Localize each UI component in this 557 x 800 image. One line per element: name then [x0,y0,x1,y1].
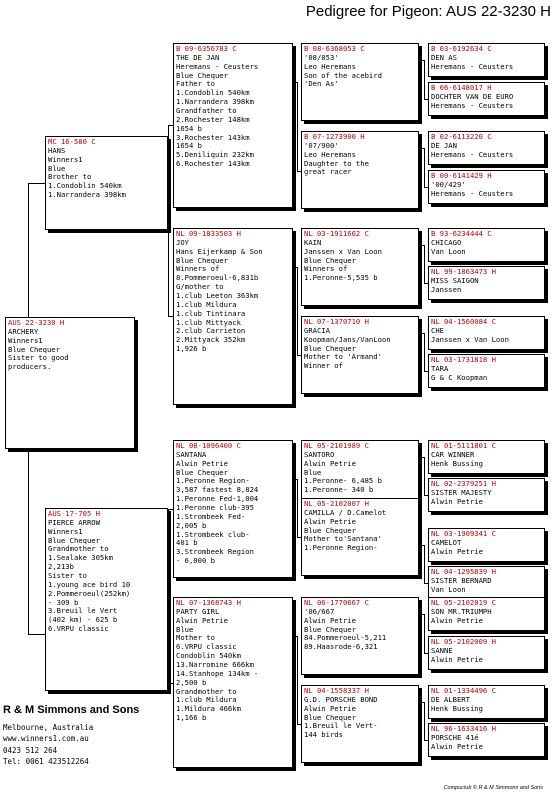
pedigree-line: Father to [176,80,215,89]
pedigree-line: 3,587 fastest 8,824 [176,486,259,495]
ring-number: NL 07-1370710 H [304,318,369,326]
pigeon-name: SANTORO [304,450,335,459]
pigeon-sire-card[interactable] [45,136,168,230]
connector-line [424,245,425,283]
pigeon-name: HANS [48,146,66,155]
pedigree-line: 1.Condoblin 540km [48,182,122,191]
ring-number: B 00-6141429 H [431,172,492,180]
pedigree-line: Grandmother to [176,687,237,696]
ring-number: NL 05-2102009 H [431,638,496,646]
pedigree-line: Hans Eijerkamp & Son [176,247,263,256]
pedigree-line: Henk Bussing [431,459,483,468]
pedigree-line: Blue Chequer [8,345,60,354]
pedigree-line: Winners of [176,265,220,274]
pigeon-ggen4-card-4[interactable] [428,170,545,204]
pedigree-line: 13.Narromine 666km [176,661,254,670]
pedigree-line: Mother to'Santana' [304,535,382,544]
pigeon-name: G.D. PORSCHE BOND [304,695,378,704]
pedigree-line: Winners1 [48,155,83,164]
pedigree-line: Sister to good [8,354,69,363]
pedigree-line: Blue [304,468,322,477]
pedigree-line: 2.Mittyack 352km [176,336,246,345]
page-title: Pedigree for Pigeon: AUS 22-3230 H [305,3,551,20]
connector-line [424,60,425,99]
pedigree-line: 14.Stanhope 134km - [176,669,259,678]
pedigree-line: 1.Peronne- 340 b [304,486,374,495]
pedigree-line: Alwin Petrie [304,517,356,526]
pigeon-name: CHE [431,326,444,335]
pedigree-line: Alwin Petrie [431,655,483,664]
pigeon-name: JOY [176,238,189,247]
ring-number: NL 01-5111801 C [431,442,496,450]
pigeon-name: CAMELOT [431,538,462,547]
pedigree-line: Winner of [304,362,343,371]
pedigree-line: 84.Pommeroeul-5,211 [304,634,387,643]
connector-line [424,148,425,187]
pigeon-name: THE DE JAN [176,53,220,62]
pigeon-name: SISTER MAJESTY [431,488,492,497]
ring-number: B 03-6192634 C [431,45,492,53]
pigeon-name: MISS SAIGON [431,276,479,285]
pigeon-name: CHICAGO [431,238,462,247]
ring-number: NL 05-2102007 H [304,500,369,508]
pedigree-line: 1.Narrandera 398km [48,191,126,200]
connector-line [168,125,169,317]
connector-line [297,82,298,172]
pedigree-line: 1654 b [176,124,202,133]
ring-number: NL 07-1368743 H [176,599,241,607]
pedigree-line: great racer [304,168,352,177]
ring-number: NL 02-2379251 H [431,480,496,488]
ring-number: NL 03-1731818 H [431,356,496,364]
pedigree-line: Daughter to the [304,159,369,168]
pedigree-line: 1,166 b [176,714,207,723]
pedigree-line: 3.Breuil le Vert [48,607,118,616]
ring-number: NL 06-1770667 C [304,599,369,607]
pedigree-line: Blue Chequer [48,536,100,545]
pigeon-sire-dam-card[interactable] [173,228,293,405]
breeder-info [3,704,139,767]
pedigree-line: Alwin Petrie [304,459,356,468]
pedigree-line: 144 birds [304,731,343,740]
ring-number: NL 04-1295839 H [431,568,496,576]
pigeon-ggen3-card-8[interactable] [301,685,419,763]
pigeon-name: CAR WINNER [431,450,475,459]
pedigree-line: Blue Chequer [176,256,228,265]
pedigree-line: Alwin Petrie [431,616,483,625]
pigeon-name: '00/429' [431,180,466,189]
pigeon-ggen4-card-5[interactable] [428,228,545,262]
pedigree-line: 6.VRPU classic [48,625,109,634]
pedigree-line: 1.Peronne Fed-1,004 [176,495,259,504]
pigeon-name: '06/667 [304,607,335,616]
pedigree-line: 'Den As' [304,80,339,89]
pedigree-line: 1.young ace bird 10 [48,580,131,589]
pedigree-line: Blue Chequer [304,526,356,535]
ring-number: NL 03-1911662 C [304,230,369,238]
pigeon-ggen3-card-1[interactable] [301,43,419,121]
pigeon-ggen4-card-7[interactable] [428,316,545,350]
pedigree-line: 1.Peronne- 6,485 b [304,477,382,486]
pigeon-sire-sire-card[interactable] [173,43,293,208]
pedigree-line: Heremans - Ceusters [431,150,514,159]
pigeon-ggen3-card-3[interactable] [301,228,419,306]
pedigree-line: Mother to 'Armand' [304,353,382,362]
pedigree-line: Van Loon [431,247,466,256]
pedigree-line: 1.club Mildura [176,696,237,705]
pigeon-dam-card[interactable] [45,508,168,691]
pedigree-line: - 6,000 b [176,557,215,566]
pedigree-line: 1.Peronne Region- [304,544,378,553]
pigeon-dam-dam-card[interactable] [173,597,293,768]
pedigree-line: Alwin Petrie [431,742,483,751]
connector-line [424,702,425,740]
pedigree-line: Blue [48,164,66,173]
ring-number: AUS 22-3230 H [8,319,65,327]
pedigree-line: Alwin Petrie [304,704,356,713]
connector-line [28,183,45,184]
pedigree-line: 2.club Carrieton [176,327,246,336]
pedigree-line: Grandfather to [176,107,237,116]
pedigree-line: 1654 b [176,142,202,151]
pedigree-line: 1.club Mittyack [176,318,241,327]
ring-number: B 08-6368053 C [304,45,365,53]
pigeon-ggen4-card-1[interactable] [428,43,545,77]
pigeon-name: DOCHTER VAN DE EURO [431,92,514,101]
ring-number: B 07-1273900 H [304,133,365,141]
pedigree-line: 1.Strombeek club- [176,530,250,539]
pedigree-line: 1.Sealake 305km [48,554,113,563]
pedigree-line: Alwin Petrie [176,459,228,468]
pigeon-ggen3-card-7[interactable] [301,597,419,675]
software-credit: Compuclub © R & M Simmons and Sons [443,785,543,791]
pigeon-name: GRACIA [304,326,330,335]
pigeon-ggen4-card-10[interactable] [428,478,545,512]
pigeon-name: DE ALBERT [431,695,470,704]
breeder-location: Melbourne, Australia [3,723,94,732]
pedigree-line: G/mother to [176,283,224,292]
pedigree-line: G & C Koopman [431,373,488,382]
pedigree-line: Blue Chequer [176,71,228,80]
connector-line [28,634,45,635]
pedigree-line: Blue Chequer [304,256,356,265]
pedigree-line: Heremans - Ceusters [431,189,514,198]
pigeon-ggen4-card-15[interactable] [428,685,545,719]
pedigree-line: 1.Peronne Region- [176,477,250,486]
pedigree-line: 6.Rochester 143km [176,160,250,169]
pedigree-line: 401 b [176,539,198,548]
pedigree-line: 5.Deniliquin 232km [176,151,254,160]
pigeon-ggen4-card-13[interactable] [428,597,545,631]
breeder-name: R & M Simmons and Sons [3,704,140,716]
breeder-tel: Tel: 0061 423512264 [3,756,89,766]
pedigree-line: Leo Heremans [304,150,356,159]
pedigree-line: Blue Chequer [304,713,356,722]
connector-line [297,636,298,725]
pedigree-line: 1,926 b [176,345,207,354]
pedigree-line: Sister to [48,572,87,581]
pigeon-name: SANNE [431,646,453,655]
pigeon-ggen4-card-3[interactable] [428,131,545,165]
pedigree-line: - 309 b [48,598,79,607]
pedigree-line: Van Loon [431,585,466,594]
pedigree-line: Brother to [48,173,92,182]
breeder-phone: 0423 512 264 [3,745,58,755]
pedigree-line: Winners1 [48,527,83,536]
pedigree-line: 2.Pommeroeul(252km) [48,589,131,598]
pedigree-line: Janssen x Van Loon [304,247,382,256]
ring-number: NL 04-1560084 C [431,318,496,326]
pedigree-line: Alwin Petrie [431,547,483,556]
ring-number: NL 05-2101989 C [304,442,369,450]
ring-number: B 09-6356783 C [176,45,237,53]
pedigree-line: 89.Haasrode-6,321 [304,643,378,652]
ring-number: NL 05-2102019 C [431,599,496,607]
pigeon-ggen4-card-14[interactable] [428,636,545,670]
pedigree-line: 1.club Tintinara [176,309,246,318]
ring-number: NL 08-1096400 C [176,442,241,450]
pigeon-name: PARTY GIRL [176,607,220,616]
pedigree-line: Winners of [304,265,348,274]
pedigree-line: 2,213b [48,563,74,572]
pedigree-line: 1.Condoblin 540km [176,89,250,98]
pedigree-line: Leo Heremans [304,62,356,71]
connector-line [297,267,298,356]
pigeon-name: DEN AS [431,53,457,62]
pedigree-line: 8.Pommeroeul-6,831b [176,274,259,283]
pedigree-line: 1.Strombeek Fed- [176,512,246,521]
pedigree-line: 3.Rochester 143km [176,133,250,142]
pedigree-line: Koopman/Jans/VanLoon [304,335,391,344]
pigeon-ggen3-card-2[interactable] [301,131,419,209]
pedigree-line: Janssen x Van Loon [431,335,509,344]
pedigree-line: Heremans - Ceusters [431,101,514,110]
pigeon-dam-sire-card[interactable] [173,440,293,578]
pigeon-name: TARA [431,364,449,373]
pigeon-name: SON MR.TRIUMPH [431,607,492,616]
pedigree-line: 1.club Mildura [176,300,237,309]
pedigree-line: Heremans - Ceusters [176,62,259,71]
pedigree-line: Son of the acebird [304,71,382,80]
pedigree-line: 1.Peronne-5,535 b [304,274,378,283]
pigeon-name: DE JAN [431,141,457,150]
pigeon-ggen4-card-6[interactable] [428,266,545,300]
pedigree-line: Condoblin 540km [176,652,241,661]
pedigree-line: Blue [176,625,194,634]
pigeon-name: KAIN [304,238,322,247]
pigeon-name: '07/900' [304,141,339,150]
ring-number: NL 01-1334496 C [431,687,496,695]
breeder-website[interactable]: www.winners1.com.au [3,734,89,744]
pedigree-line: 2,500 b [176,678,207,687]
pigeon-name: SANTANA [176,450,207,459]
pigeon-name: CAMILLA / D.Camelot [304,508,387,517]
pigeon-ggen4-card-9[interactable] [428,440,545,474]
pedigree-line: Mother to [176,634,215,643]
ring-number: NL 99-1863473 H [431,268,496,276]
pigeon-name: PORSCHE 41é [431,733,479,742]
connector-line [424,545,425,583]
pigeon-ggen3-card-6[interactable] [301,498,419,576]
pedigree-line: 1.Breuil le Vert- [304,722,378,731]
ring-number: MC 16-580 C [48,138,96,146]
pigeon-subject-card[interactable] [5,317,135,449]
pedigree-line: 1.Narrandera 398km [176,98,254,107]
pigeon-ggen3-card-4[interactable] [301,316,419,394]
pedigree-line: 6.VRPU classic [176,643,237,652]
pedigree-line: Heremans - Ceusters [431,62,514,71]
pedigree-line: 1.Peronne club-395 [176,504,254,513]
ring-number: AUS 17-705 H [48,510,100,518]
ring-number: NL 09-1833503 H [176,230,241,238]
ring-number: B 93-6234444 C [431,230,492,238]
pedigree-line: Janssen [431,285,462,294]
pigeon-ggen4-card-12[interactable] [428,566,545,600]
pedigree-line: 2.Rochester 148km [176,115,250,124]
pigeon-name: PIERCE ARROW [48,518,100,527]
pedigree-line: 2,005 b [176,521,207,530]
connector-line [168,509,169,684]
connector-line [297,479,298,537]
pigeon-name: '08/053' [304,53,339,62]
pigeon-ggen4-card-11[interactable] [428,528,545,562]
pigeon-ggen4-card-8[interactable] [428,354,545,388]
pigeon-ggen4-card-2[interactable] [428,82,545,116]
pedigree-line: Blue Chequer [304,625,356,634]
ring-number: NL 96-1633416 H [431,725,496,733]
pedigree-line: Winners1 [8,336,43,345]
pedigree-line: 1.club Leeton 363km [176,292,259,301]
pigeon-ggen4-card-16[interactable] [428,723,545,757]
pedigree-line: 1.Mildura 466km [176,705,241,714]
connector-line [424,614,425,653]
pigeon-name: SISTER BERNARD [431,576,492,585]
pedigree-line: Blue Chequer [176,468,228,477]
pedigree-line: Grandmother to [48,545,109,554]
ring-number: NL 04-1558337 H [304,687,369,695]
connector-line [424,333,425,371]
connector-line [424,457,425,495]
pedigree-line: Alwin Petrie [176,616,228,625]
ring-number: B 02-6113220 C [431,133,492,141]
pedigree-line: 3.Strombeek Region [176,548,254,557]
pedigree-line: Alwin Petrie [304,616,356,625]
pedigree-line: Alwin Petrie [431,497,483,506]
pigeon-name: ARCHERY [8,327,39,336]
pedigree-line: (402 km) - 625 b [48,616,118,625]
pedigree-line: producers. [8,363,52,372]
ring-number: B 06-6148017 H [431,84,492,92]
pedigree-line: Henk Bussing [431,704,483,713]
pedigree-line: Blue Chequer [304,344,356,353]
ring-number: NL 03-1909341 C [431,530,496,538]
